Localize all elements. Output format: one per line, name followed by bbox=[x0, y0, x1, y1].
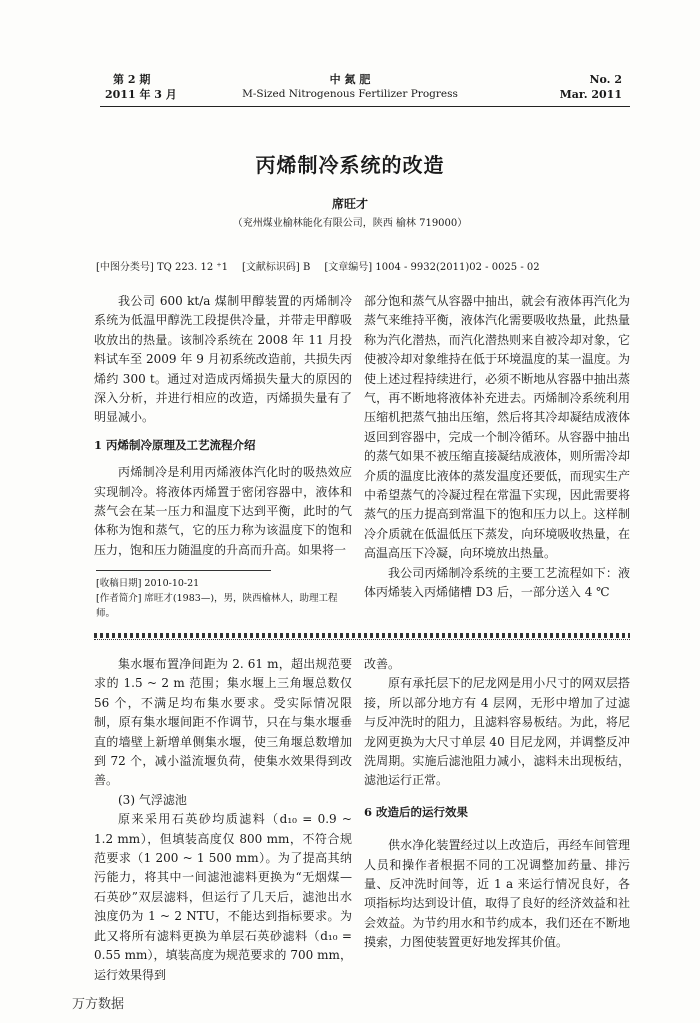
header-issue-en bbox=[560, 72, 622, 102]
article-affiliation: （兖州煤业榆林能化有限公司，陕西 榆林 719000） bbox=[232, 218, 468, 229]
process-paragraph: 我公司丙烯制冷系统的主要工艺流程如下：液体丙烯装入丙烯储槽 D3 后，一部分送入 4 ℃ bbox=[364, 565, 630, 600]
filter-paragraph: 原来采用石英砂均质滤料（d₁₀ = 0.9 ~ 1.2 mm），但填装高度仅 800 mm，不符合规范要求（1 200 ~ 1 500 mm）。为了提高其纳污能力，将其中一间滤池滤料更换为“无烟煤—石英砂”双层滤料，但运行了几天后，滤池出水浊度仍为 1 ~ 2 NTU，不能达到指标要求。为此又将所有滤料更换为单层石英砂滤料（d₁₀ = 0.55 mm），填装高度为规范要求的 700 mm，运行效果得到 bbox=[94, 812, 352, 982]
continuation-text: 改善。 bbox=[364, 657, 401, 671]
header-issue-date-en: Mar. 2011 bbox=[559, 88, 622, 101]
article-meta bbox=[96, 258, 636, 273]
article-separator-line bbox=[94, 639, 630, 640]
principle-paragraph: 部分饱和蒸气从容器中抽出，就会有液体再汽化为蒸气来维持平衡，液体汽化需要吸收热量，此热量称为汽化潜热，而汽化潜热则来自被冷却对象，它使被冷却对象维持在低于环境温度的某一温度。为使上述过程持续进行，必须不断地从容器中抽出蒸气，再不断地将液体补充进去。丙烯制冷系统利用压缩机把蒸气抽出压缩，然后将其冷却凝结成液体返回到容器中，完成一个制冷循环。从容器中抽出的蒸气如果不被压缩直接凝结成液体，则所需冷却介质的温度比液体的蒸发温度还要低，而现实生产中希望蒸气的冷凝过程在常温下实现，因此需要将蒸气的压力提高到常温下的饱和压力以上。这样制冷介质就在低温低压下蒸发，向环境吸收热量，在高温高压下冷凝，向环境放出热量。 bbox=[364, 294, 630, 561]
article-author: 席旺才 bbox=[331, 197, 368, 211]
article-title: 丙烯制冷系统的改造 bbox=[255, 153, 445, 177]
intro-paragraph: 我公司 600 kt/a 煤制甲醇装置的丙烯制冷系统为低温甲醇洗工段提供冷量，并带走甲醇吸收放出的热量。该制冷系统在 2008 年 11 月投料试车至 2009 年 9 月初系统改造前，共损失丙烯约 300 t。通过对造成丙烯损失量大的原因的深入分析，并进行相应的改造，丙烯损失量有了明显减小。 bbox=[94, 294, 352, 425]
received-date: [收稿日期] 2010-10-21 bbox=[96, 578, 200, 589]
author-bio: [作者简介] 席旺才(1983—)，男，陕西榆林人，助理工程师。 bbox=[96, 593, 338, 619]
journal-name-en: M-Sized Nitrogenous Fertilizer Progress bbox=[242, 88, 458, 100]
journal-name-cn: 中 氮 肥 bbox=[329, 73, 371, 86]
header-issue-date: 2011 年 3 月 bbox=[105, 88, 177, 101]
article-number: [文章编号] 1004 - 9932(2011)02 - 0025 - 02 bbox=[324, 262, 540, 273]
article-separator bbox=[94, 633, 630, 638]
section-6-heading: 6 改造后的运行效果 bbox=[364, 804, 469, 819]
section-1-paragraph: 丙烯制冷是利用丙烯液体汽化时的吸热效应实现制冷。将液体丙烯置于密闭容器中，液体和蒸气会在某一压力和温度下达到平衡，此时的气体称为饱和蒸气，它的压力称为该温度下的饱和压力，饱和压力随温度的升高而升高。如果将一 bbox=[94, 465, 352, 557]
footnote bbox=[96, 576, 352, 621]
column-upper-right bbox=[364, 292, 630, 603]
nylon-mesh-paragraph: 原有承托层下的尼龙网是用小尺寸的网双层搭接，所以部分地方有 4 层网，无形中增加了过滤与反冲洗时的阻力，且滤料容易板结。为此，将尼龙网更换为大尺寸单层 40 目尼龙网，并调整反冲洗周期。实施后滤池阻力减小，滤料未出现板结，滤池运行正常。 bbox=[364, 676, 630, 788]
watermark: 万方数据 bbox=[72, 997, 125, 1012]
footnote-rule bbox=[96, 570, 271, 571]
column-lower-left bbox=[94, 655, 352, 985]
header-rule bbox=[100, 106, 630, 107]
collector-paragraph: 集水堰布置净间距为 2. 61 m，超出规范要求的 1.5 ~ 2 m 范围；集水堰上三角堰总数仅 56 个，不满足均布集水要求。受实际情况限制，原有集水堰间距不作调节，只在与集水堰垂直的墙壁上新增单侧集水堰，使三角堰总数增加到 72 个，减小溢流堰负荷，使集水效果得到改善。 bbox=[94, 657, 352, 788]
document-code: [文献标识码] B bbox=[242, 262, 311, 273]
header-issue-number: 第 2 期 bbox=[113, 73, 151, 86]
column-lower-right bbox=[364, 655, 630, 953]
header-issue-number-en: No. 2 bbox=[589, 73, 622, 86]
clc-number: [中图分类号] TQ 223. 12 ⁺1 bbox=[96, 262, 229, 273]
section-1-heading: 1 丙烯制冷原理及工艺流程介绍 bbox=[94, 437, 256, 452]
column-upper-left bbox=[94, 292, 352, 560]
subsection-3-heading: (3) 气浮滤池 bbox=[118, 792, 187, 807]
results-paragraph: 供水净化装置经过以上改造后，再经车间管理人员和操作者根据不同的工况调整加药量、排污量、反冲洗时间等，近 1 a 来运行情况良好，各项指标均达到设计值，取得了良好的经济效益和社会效益。为节约用水和节约成本，我们还在不断地摸索，力图使装置更好地发挥其价值。 bbox=[364, 838, 630, 950]
